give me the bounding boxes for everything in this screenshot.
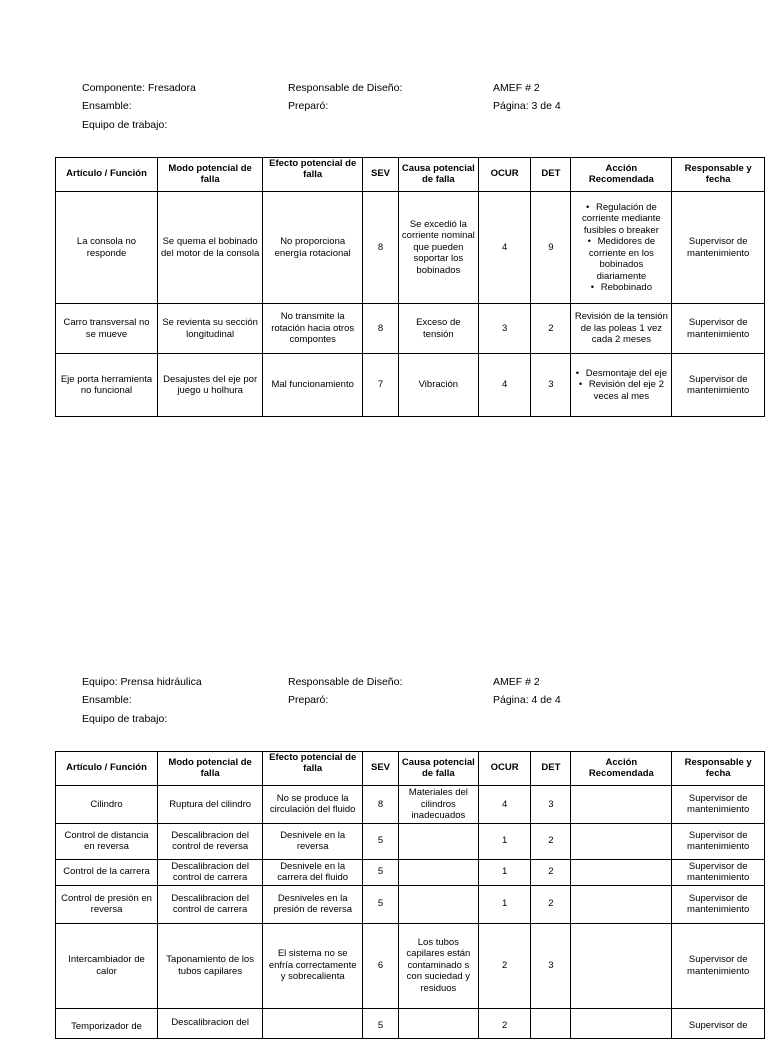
cell-ocur: 1 (478, 859, 531, 885)
cell-responsable: Supervisor de mantenimiento (672, 354, 765, 417)
cell-articulo: Temporizador de (56, 1008, 158, 1038)
cell-ocur: 1 (478, 823, 531, 859)
cell-sev: 5 (363, 1008, 399, 1038)
equipo-label: Equipo: Prensa hidráulica (82, 676, 202, 688)
cell-efecto: Desniveles en la presión de reversa (263, 885, 363, 923)
cell-sev: 6 (363, 923, 399, 1008)
cell-causa: Los tubos capilares están contaminado s con suciedad y residuos (398, 923, 478, 1008)
cell-accion (571, 923, 672, 1008)
cell-causa (398, 885, 478, 923)
amef-number: AMEF # 2 (493, 82, 540, 94)
cell-modo: Ruptura del cilindro (158, 786, 263, 824)
col-responsable: Responsable y fecha (672, 158, 765, 192)
cell-det: 2 (531, 823, 571, 859)
amef-table-fresadora (55, 157, 765, 417)
accion-item: • Regulación de corriente mediante fusibles o breaker (573, 202, 669, 237)
cell-causa (398, 859, 478, 885)
table-row (56, 1008, 765, 1038)
cell-sev: 7 (363, 354, 399, 417)
cell-accion (571, 885, 672, 923)
cell-accion (571, 1008, 672, 1038)
col-efecto: Efecto potencial de falla (263, 752, 363, 786)
cell-causa: Exceso de tensión (398, 304, 478, 354)
col-det: DET (531, 158, 571, 192)
col-sev: SEV (363, 752, 399, 786)
cell-causa: Vibración (398, 354, 478, 417)
cell-ocur: 2 (478, 1008, 531, 1038)
cell-sev: 5 (363, 885, 399, 923)
preparo-label: Preparó: (288, 100, 329, 112)
table-row (56, 304, 765, 354)
cell-efecto: No proporciona energía rotacional (263, 192, 363, 304)
cell-accion (571, 354, 672, 417)
cell-det: 2 (531, 885, 571, 923)
cell-efecto: Mal funcionamiento (263, 354, 363, 417)
table-row (56, 192, 765, 304)
cell-articulo: Carro transversal no se mueve (56, 304, 158, 354)
cell-modo: Se revienta su sección longitudinal (158, 304, 263, 354)
amef-table-prensa (55, 751, 765, 1039)
componente-label: Componente: Fresadora (82, 82, 196, 94)
cell-articulo: Cilindro (56, 786, 158, 824)
accion-item: • Desmontaje del eje (573, 368, 669, 380)
cell-ocur: 4 (478, 192, 531, 304)
cell-causa (398, 823, 478, 859)
responsable-diseno-label: Responsable de Diseño: (288, 676, 403, 688)
cell-responsable: Supervisor de mantenimiento (672, 823, 765, 859)
table-row (56, 923, 765, 1008)
col-accion: Acción Recomendada (571, 752, 672, 786)
cell-efecto: El sistema no se enfría correctamente y sobrecalienta (263, 923, 363, 1008)
cell-sev: 8 (363, 192, 399, 304)
cell-sev: 5 (363, 859, 399, 885)
table-row (56, 859, 765, 885)
table-row (56, 354, 765, 417)
cell-det: 3 (531, 354, 571, 417)
table-header-row (56, 752, 765, 786)
col-ocur: OCUR (478, 752, 531, 786)
col-accion: Acción Recomendada (571, 158, 672, 192)
cell-efecto: Desnivele en la carrera del fluido (263, 859, 363, 885)
cell-ocur: 2 (478, 923, 531, 1008)
table-row (56, 885, 765, 923)
cell-responsable: Supervisor de (672, 1008, 765, 1038)
cell-modo: Desajustes del eje por juego u holhura (158, 354, 263, 417)
preparo-label: Preparó: (288, 694, 329, 706)
col-modo: Modo potencial de falla (158, 752, 263, 786)
col-causa: Causa potencial de falla (398, 752, 478, 786)
col-efecto: Efecto potencial de falla (263, 158, 363, 192)
cell-responsable: Supervisor de mantenimiento (672, 192, 765, 304)
cell-ocur: 4 (478, 354, 531, 417)
cell-accion (571, 786, 672, 824)
page-number: Página: 3 de 4 (493, 100, 561, 112)
cell-ocur: 4 (478, 786, 531, 824)
table-row (56, 823, 765, 859)
cell-causa (398, 1008, 478, 1038)
cell-modo: Descalibracion del control de carrera (158, 885, 263, 923)
ensamble-label: Ensamble: (82, 694, 132, 706)
cell-responsable: Supervisor de mantenimiento (672, 885, 765, 923)
cell-responsable: Supervisor de mantenimiento (672, 786, 765, 824)
col-ocur: OCUR (478, 158, 531, 192)
cell-accion (571, 823, 672, 859)
cell-articulo: Control de presión en reversa (56, 885, 158, 923)
cell-det: 3 (531, 923, 571, 1008)
cell-causa: Se excedió la corriente nominal que pueden soportar los bobinados (398, 192, 478, 304)
cell-ocur: 3 (478, 304, 531, 354)
equipo-trabajo-label: Equipo de trabajo: (82, 713, 168, 725)
cell-sev: 5 (363, 823, 399, 859)
cell-det: 2 (531, 304, 571, 354)
cell-det (531, 1008, 571, 1038)
cell-det: 9 (531, 192, 571, 304)
col-causa: Causa potencial de falla (398, 158, 478, 192)
table-row (56, 786, 765, 824)
cell-modo: Se quema el bobinado del motor de la consola (158, 192, 263, 304)
cell-modo: Descalibracion del control de carrera (158, 859, 263, 885)
cell-responsable: Supervisor de mantenimiento (672, 304, 765, 354)
cell-efecto (263, 1008, 363, 1038)
cell-det: 3 (531, 786, 571, 824)
cell-efecto: No transmite la rotación hacia otros compontes (263, 304, 363, 354)
col-det: DET (531, 752, 571, 786)
cell-efecto: Desnivele en la reversa (263, 823, 363, 859)
cell-accion: Revisión de la tensión de las poleas 1 vez cada 2 meses (571, 304, 672, 354)
amef-number: AMEF # 2 (493, 676, 540, 688)
col-articulo: Artículo / Función (56, 158, 158, 192)
col-responsable: Responsable y fecha (672, 752, 765, 786)
cell-efecto: No se produce la circulación del fluido (263, 786, 363, 824)
col-modo: Modo potencial de falla (158, 158, 263, 192)
cell-responsable: Supervisor de mantenimiento (672, 923, 765, 1008)
cell-articulo: Control de distancia en reversa (56, 823, 158, 859)
cell-modo: Taponamiento de los tubos capilares (158, 923, 263, 1008)
cell-articulo: La consola no responde (56, 192, 158, 304)
ensamble-label: Ensamble: (82, 100, 132, 112)
accion-item: • Medidores de corriente en los bobinados diariamente (573, 236, 669, 282)
cell-modo: Descalibracion del control de reversa (158, 823, 263, 859)
cell-articulo: Intercambiador de calor (56, 923, 158, 1008)
equipo-trabajo-label: Equipo de trabajo: (82, 119, 168, 131)
accion-item: • Revisión del eje 2 veces al mes (573, 379, 669, 402)
col-sev: SEV (363, 158, 399, 192)
col-articulo: Artículo / Función (56, 752, 158, 786)
cell-ocur: 1 (478, 885, 531, 923)
cell-accion (571, 859, 672, 885)
cell-accion (571, 192, 672, 304)
cell-articulo: Control de la carrera (56, 859, 158, 885)
page-number: Página: 4 de 4 (493, 694, 561, 706)
cell-articulo: Eje porta herramienta no funcional (56, 354, 158, 417)
cell-det: 2 (531, 859, 571, 885)
table-header-row (56, 158, 765, 192)
cell-sev: 8 (363, 304, 399, 354)
cell-causa: Materiales del cilindros inadecuados (398, 786, 478, 824)
cell-sev: 8 (363, 786, 399, 824)
cell-responsable: Supervisor de mantenimiento (672, 859, 765, 885)
cell-modo: Descalibracion del (158, 1008, 263, 1038)
accion-item: • Rebobinado (573, 282, 669, 294)
responsable-diseno-label: Responsable de Diseño: (288, 82, 403, 94)
